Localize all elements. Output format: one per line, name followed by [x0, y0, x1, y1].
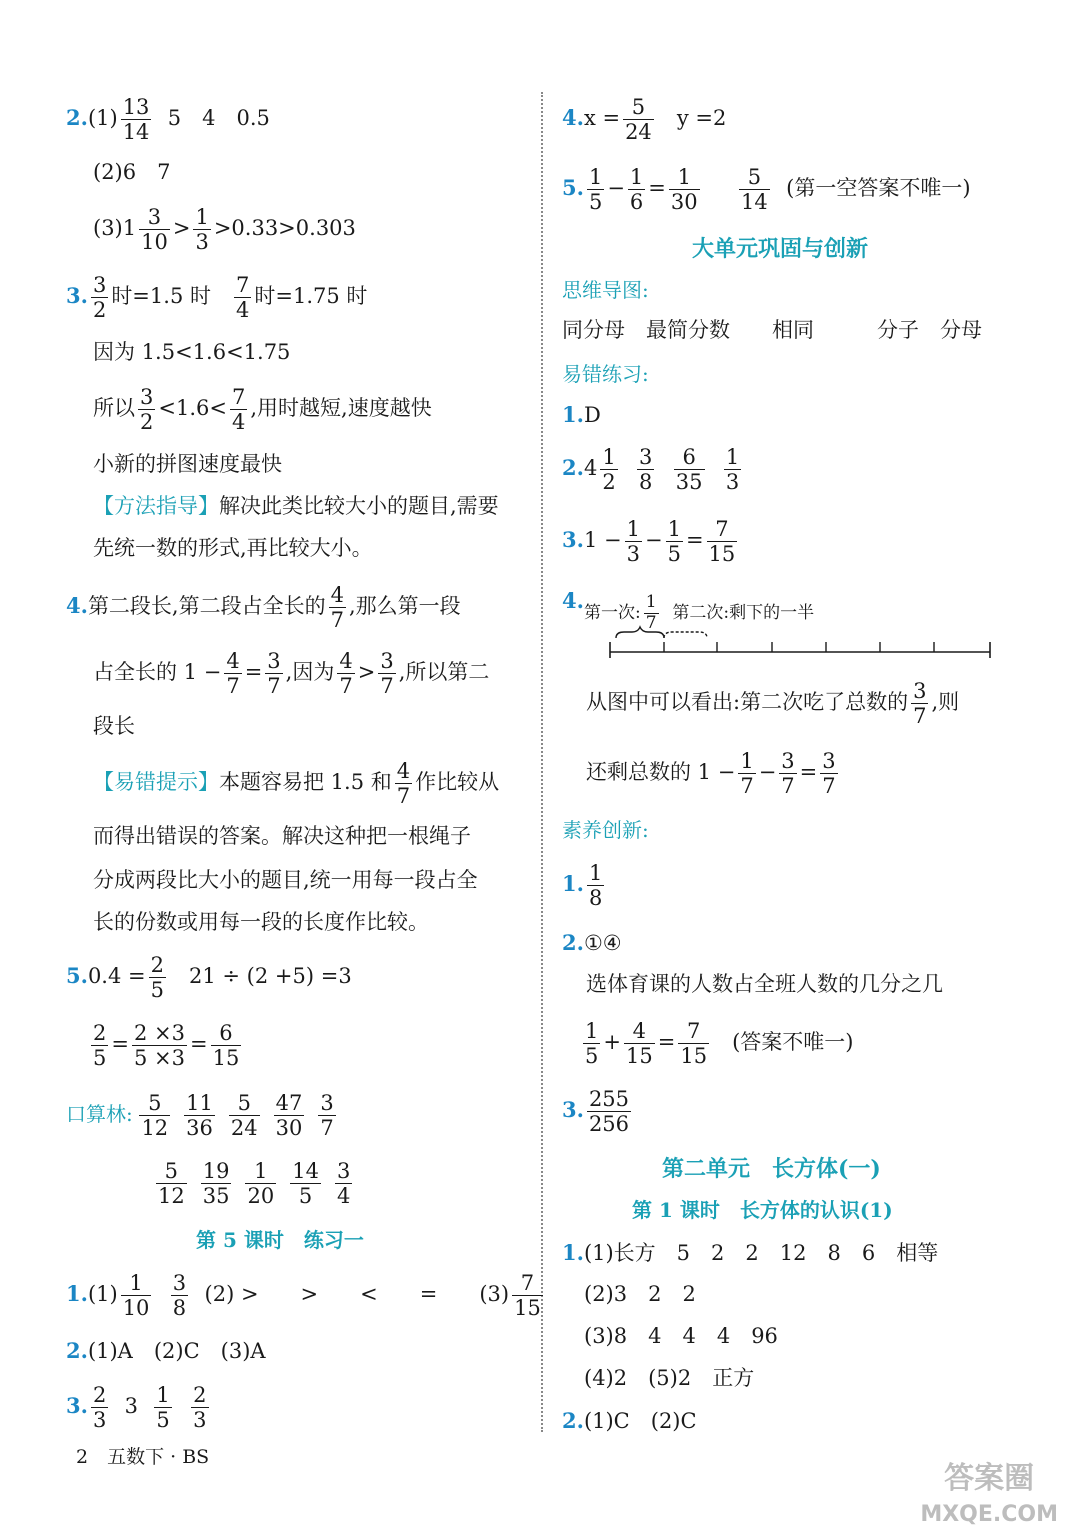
innov-q2: 2.①④ [562, 930, 622, 955]
innov-q1: 1. $\frac{1}{8}$ [562, 861, 603, 911]
unit2-q2: 2.(1)C (2)C [562, 1408, 697, 1433]
error-q4-line2: 还剩总数的 1 − $\frac{1}{7}$ − $\frac{3}{7}$ = $\frac{3}{7}$ [586, 749, 836, 799]
unit2-q1-line2: (2)3 2 2 [584, 1282, 696, 1306]
unit2-q1-line1: 1.(1)长方 5 2 2 12 8 6 相等 [562, 1240, 939, 1265]
column-divider [541, 92, 543, 1432]
error-tip-line2: 而得出错误的答案。解决这种把一根绳子 [93, 824, 471, 848]
unit-review-title: 大单元巩固与创新 [692, 236, 869, 262]
unit2-lesson-title: 第 1 课时 长方体的认识(1) [632, 1198, 893, 1222]
kousuan-fraction: $\frac{1}{20}$ [247, 1159, 275, 1209]
error-q2: 2.4 $\frac{1}{2}$ $\frac{3}{8}$ $\frac{6}{35}$ $\frac{1}{3}$ [562, 445, 740, 495]
page-footer: 2 五数下 · BS [76, 1446, 210, 1468]
kousuan-row1: 口算林: $\frac{5}{12}$ $\frac{11}{36}$ $\frac{5}{24}$ $\frac{47}{30}$ $\frac{3}{7}$ [66, 1091, 334, 1141]
unit2-q1-line3: (3)8 4 4 4 96 [584, 1324, 778, 1348]
error-tip-line3: 分成两段比大小的题目,统一用每一段占全 [93, 868, 478, 892]
lesson5-q1: 1.(1) $\frac{1}{10}$ $\frac{3}{8}$ (2) > > < = (3) $\frac{7}{15}$ [66, 1271, 541, 1321]
diagram-labels: 第一次: $\frac{1}{7}$ 第二次:剩下的一半 [584, 592, 815, 633]
mindmap-label: 思维导图: [562, 278, 649, 302]
right-q5: 5. $\frac{1}{5}$ − $\frac{1}{6}$ = $\frac{1}{30}$ $\frac{5}{14}$ (第一空答案不唯一) [562, 165, 971, 215]
kousuan-fraction: $\frac{14}{5}$ [292, 1159, 319, 1209]
kousuan-fraction: $\frac{3}{7}$ [320, 1091, 334, 1141]
error-practice-label: 易错练习: [562, 362, 649, 386]
kousuan-fraction: $\frac{47}{30}$ [275, 1091, 303, 1141]
kousuan-fraction: $\frac{3}{4}$ [336, 1159, 351, 1209]
kousuan-fraction: $\frac{5}{12}$ [141, 1091, 169, 1141]
segment-diagram [604, 624, 994, 664]
right-q4: 4.x = $\frac{5}{24}$ y =2 [562, 95, 727, 145]
left-q3-line3: 所以 $\frac{3}{2}$ <1.6< $\frac{7}{4}$ ,用时越短,速度越快 [93, 385, 432, 435]
left-q2-line2: (2)6 7 [93, 160, 171, 184]
left-q4-line3: 段长 [93, 714, 135, 738]
left-q3-line1: 3. $\frac{3}{2}$ 时=1.5 时 $\frac{7}{4}$ 时=1.75 时 [66, 273, 368, 323]
method-tip: 【方法指导】解决此类比较大小的题目,需要 [93, 494, 499, 518]
innov-q2-line2: 选体育课的人数占全班人数的几分之几 [586, 972, 943, 996]
unit2-q1-line4: (4)2 (5)2 正方 [584, 1366, 755, 1390]
left-q5-line2: $\frac{2}{5}$ = $\frac{2 \times 3}{5 \times 3}$ = $\frac{6}{15}$ [93, 1021, 240, 1071]
error-tip-line4: 长的份数或用每一段的长度作比较。 [93, 910, 429, 934]
lesson5-title: 第 5 课时 练习一 [196, 1228, 364, 1252]
innovation-label: 素养创新: [562, 818, 649, 842]
kousuan-fraction: $\frac{19}{35}$ [202, 1159, 230, 1209]
method-tip-line2: 先统一数的形式,再比较大小。 [93, 536, 373, 560]
error-tip: 【易错提示】本题容易把 1.5 和 $\frac{4}{7}$ 作比较从 [93, 759, 500, 809]
left-q2-line1: 2.(1) $\frac{13}{14}$ 5 4 0.5 [66, 95, 270, 145]
unit2-title: 第二单元 长方体(一) [662, 1156, 881, 1182]
fraction: $\frac{13}{14}$ [122, 95, 150, 145]
error-q4-line1: 从图中可以看出:第二次吃了总数的 $\frac{3}{7}$ ,则 [586, 679, 960, 729]
left-q5-line1: 5.0.4 = $\frac{2}{5}$ 21 ÷ (2 +5) =3 [66, 953, 352, 1003]
mindmap-answers: 同分母 最简分数 相同 分子 分母 [562, 318, 982, 342]
left-q4-line1: 4.第二段长,第二段占全长的 $\frac{4}{7}$ ,那么第一段 [66, 583, 461, 633]
error-q3: 3.1 − $\frac{1}{3}$ − $\frac{1}{5}$ = $\frac{7}{15}$ [562, 517, 736, 567]
kousuan-row2 [156, 1160, 366, 1207]
kousuan-fraction: $\frac{11}{36}$ [186, 1091, 213, 1141]
left-q3-line2: 因为 1.5<1.6<1.75 [93, 340, 291, 364]
error-q4-label: 4. [562, 588, 584, 613]
lesson5-q2: 2.(1)A (2)C (3)A [66, 1338, 266, 1363]
left-q2-line3: (3)1 $\frac{3}{10}$ > $\frac{1}{3}$ >0.33>0.303 [93, 205, 356, 255]
kousuan-fraction: $\frac{5}{12}$ [158, 1159, 185, 1209]
left-q3-line4: 小新的拼图速度最快 [93, 452, 282, 476]
kousuan-fraction: $\frac{5}{24}$ [230, 1091, 258, 1141]
left-q4-line2: 占全长的 1 − $\frac{4}{7}$ = $\frac{3}{7}$ ,因为 $\frac{4}{7}$ > $\frac{3}{7}$ ,所以第二 [93, 649, 490, 699]
error-q1: 1.D [562, 402, 601, 427]
lesson5-q3: 3. $\frac{2}{3}$ 3 $\frac{1}{5}$ $\frac{2}{3}$ [66, 1383, 207, 1433]
innov-q2-line3: $\frac{1}{5}$ + $\frac{4}{15}$ = $\frac{7}{15}$ (答案不唯一) [585, 1019, 854, 1069]
watermark-logo: 答案圈 MXQE.COM [920, 1461, 1058, 1527]
innov-q3: 3. $\frac{255}{256}$ [562, 1087, 630, 1137]
